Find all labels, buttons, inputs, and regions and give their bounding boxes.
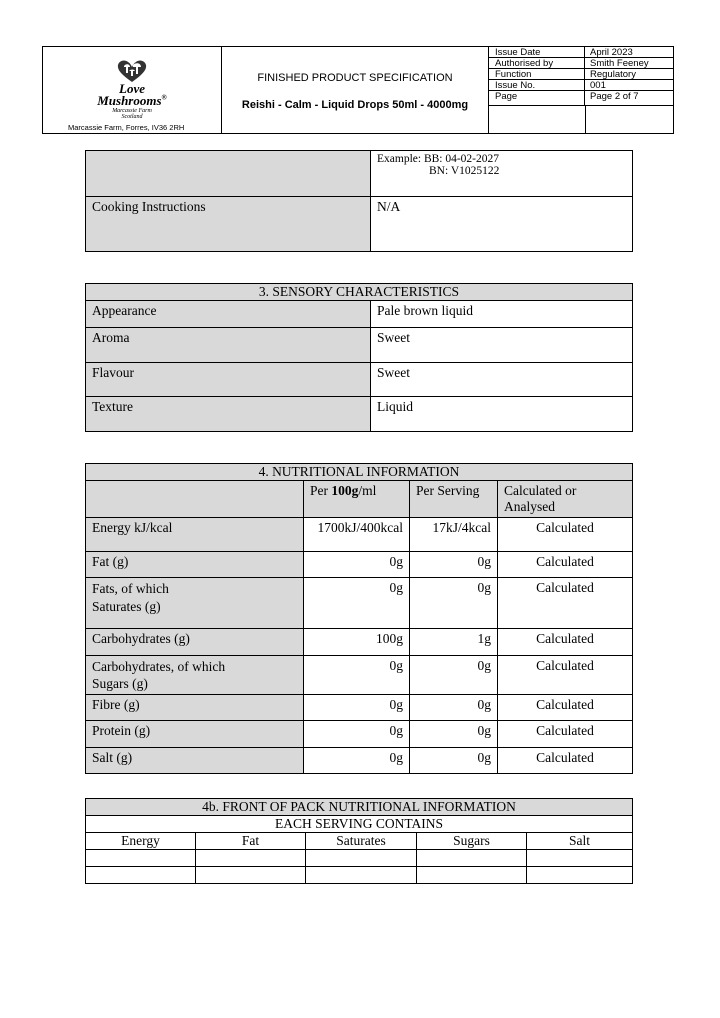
meta-row: Issue No. 001 [489,80,673,91]
fop-col-header: Energy [86,833,196,850]
mushroom-heart-logo-icon [116,59,148,83]
fop-empty-cell [196,850,306,867]
nutrient-calc: Calculated [498,748,633,774]
col-calculated-header: Calculated or Analysed [498,481,633,518]
nutrition-table [85,463,633,774]
fop-col-header: Saturates [306,833,417,850]
front-of-pack-title: 4b. FRONT OF PACK NUTRITIONAL INFORMATION [86,799,633,816]
front-of-pack-table [85,798,633,884]
coding-label-cell [86,151,371,197]
sensory-value: Sweet [371,363,633,397]
nutrient-per100: 0g [304,695,410,721]
coding-example-cell: Example: BB: 04-02-2027 BN: V1025122 [371,151,633,197]
cooking-value: N/A [371,197,633,252]
nutrient-serving: 0g [410,578,498,629]
fop-empty-cell [306,867,417,884]
document-meta [489,47,673,133]
nutrient-per100: 0g [304,578,410,629]
sensory-label: Aroma [86,328,371,363]
nutrient-serving: 0g [410,656,498,695]
nutrient-serving: 0g [410,748,498,774]
nutrient-serving: 0g [410,721,498,748]
sensory-label: Flavour [86,363,371,397]
nutrient-label: Fibre (g) [86,695,304,721]
fop-empty-cell [527,850,633,867]
fop-empty-cell [86,867,196,884]
nutrient-label: Carbohydrates, of which Sugars (g) [86,656,304,695]
nutrient-per100: 0g [304,552,410,578]
nutrient-label: Energy kJ/kcal [86,518,304,552]
sensory-label: Appearance [86,301,371,328]
fop-empty-cell [306,850,417,867]
nutrient-label: Carbohydrates (g) [86,629,304,656]
brand-name-line2: Mushrooms® [97,93,167,108]
fop-col-header: Salt [527,833,633,850]
company-address: Marcassie Farm, Forres, IV36 2RH [68,123,185,132]
cooking-label: Cooking Instructions [86,197,371,252]
sensory-value: Sweet [371,328,633,363]
document-title: FINISHED PRODUCT SPECIFICATION [257,72,453,84]
nutrient-per100: 100g [304,629,410,656]
nutrition-title: 4. NUTRITIONAL INFORMATION [86,464,633,481]
nutrient-calc: Calculated [498,656,633,695]
nutrient-serving: 17kJ/4kcal [410,518,498,552]
sensory-value: Pale brown liquid [371,301,633,328]
nutrient-serving: 1g [410,629,498,656]
nutrient-calc: Calculated [498,629,633,656]
nutrition-header-blank [86,481,304,518]
nutrient-label: Fat (g) [86,552,304,578]
meta-row: Page Page 2 of 7 [489,91,673,106]
meta-blank-row [489,106,673,133]
front-of-pack-subtitle: EACH SERVING CONTAINS [86,816,633,833]
nutrient-label: Fats, of which Saturates (g) [86,578,304,629]
sensory-value: Liquid [371,397,633,432]
fop-empty-cell [527,867,633,884]
product-title: Reishi - Calm - Liquid Drops 50ml - 4000mg [241,99,469,111]
meta-row: Issue Date April 2023 [489,47,673,58]
fop-empty-cell [86,850,196,867]
fop-col-header: Sugars [417,833,527,850]
nutrient-label: Protein (g) [86,721,304,748]
meta-row: Function Regulatory [489,69,673,80]
brand-subtitle: Marcassie Farm Scotland [112,108,152,120]
sensory-label: Texture [86,397,371,432]
nutrient-per100: 1700kJ/400kcal [304,518,410,552]
company-logo-cell [43,47,222,133]
nutrient-calc: Calculated [498,695,633,721]
sensory-title: 3. SENSORY CHARACTERISTICS [86,284,633,301]
nutrient-serving: 0g [410,695,498,721]
nutrient-calc: Calculated [498,518,633,552]
sensory-table [85,283,633,432]
meta-row: Authorised by Smith Feeney [489,58,673,69]
nutrient-calc: Calculated [498,552,633,578]
nutrient-calc: Calculated [498,721,633,748]
nutrient-per100: 0g [304,656,410,695]
fop-empty-cell [196,867,306,884]
title-cell [222,47,489,133]
nutrient-label: Salt (g) [86,748,304,774]
document-header [42,46,674,134]
nutrient-serving: 0g [410,552,498,578]
col-per-serving-header: Per Serving [410,481,498,518]
fop-empty-cell [417,850,527,867]
coding-table [85,150,633,252]
nutrient-per100: 0g [304,748,410,774]
fop-empty-cell [417,867,527,884]
nutrient-calc: Calculated [498,578,633,629]
brand-name-line1: Love [119,81,145,96]
nutrient-per100: 0g [304,721,410,748]
fop-col-header: Fat [196,833,306,850]
col-per-100-header: Per 100g/ml [304,481,410,518]
